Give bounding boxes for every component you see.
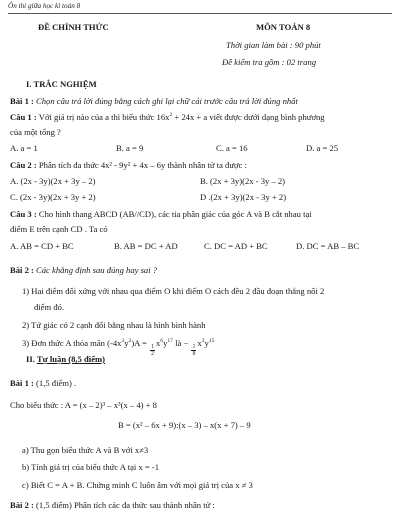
pages-note: Đề kiểm tra gồm : 02 trang [222,57,317,67]
s3-sup1: 3 [121,338,125,345]
subject-title: MÔN TOÁN 8 [256,22,311,32]
section-2-title [26,354,105,365]
s3-frac1-num: 1 [151,344,154,350]
cau1-option-b: B. a = 9 [116,143,144,153]
expr-a: Cho biểu thức : A = (x – 2)³ – x³(x – 4) + 8 [10,400,157,410]
cau1-option-c: C. a = 16 [216,143,248,153]
s3-frac1-den: 2 [151,351,154,357]
cau1-text-b: + 24x + a viết được dưới dạng bình phương [172,112,325,122]
cau1-option-d: D. a = 25 [306,143,339,153]
cau1-sup: 2 [169,112,173,119]
section-2-numeral: II. [26,354,37,364]
s3-part-e: y [163,338,168,348]
part2-bai2-text: (1,5 điểm) Phân tích các đa thức sau thành nhân tử : [36,500,215,510]
question-b: b) Tính giá trị của biểu thức A tại x = -1 [22,462,160,472]
s3-part-h: y [204,338,209,348]
cau2-option-a: A. (2x - 3y)(2x + 3y – 2) [10,176,96,186]
cau3-option-b: B. AB = DC + AD [114,241,178,251]
cau1-line [10,112,325,123]
bai1-line [10,96,298,107]
s3-fraction-2 [191,344,196,357]
s3-part-g: x [197,338,202,348]
s3-part-d: x [155,338,161,348]
s3-sup4: 17 [167,338,173,345]
bai2-label: Bài 2 : [10,265,34,275]
header-rule [8,13,392,14]
expr-b: B = (x² – 6x + 9):(x – 3) – x(x + 7) – 9 [118,420,251,430]
time-note: Thời gian làm bài : 90 phút [226,40,321,50]
bai2-instruction: Các khẳng định sau đúng hay sai ? [36,265,158,275]
cau2-line [10,160,247,171]
s3-part-a: 3) Đơn thức A thỏa mãn (-4x [22,338,122,348]
part2-bai2 [10,500,215,511]
statement-1-a: 1) Hai điểm đối xứng với nhau qua điểm O khi điểm O cách đều 2 đầu đoạn thẳng nối 2 [22,286,325,296]
cau3-option-a: A. AB = CD + BC [10,241,74,251]
cau3-text-a: Cho hình thang ABCD (AB//CD), các tia phân giác của góc A và B cắt nhau tại [38,209,312,219]
cau2-option-d: D .(2x + 3y)(2x - 3y + 2) [200,192,287,202]
section-1-title: I. TRẮC NGHIỆM [26,79,97,89]
section-2-heading: Tự luận (8,5 điểm) [36,354,106,364]
page-running-header: Ôn thi giữa học kì toán 8 [8,2,81,10]
bai2-line [10,265,157,276]
question-c: c) Biết C = A + B. Chứng minh C luôn âm với mọi giá trị của x ≠ 3 [22,480,253,490]
cau2-label: Câu 2 : [10,160,37,170]
s3-sup5: 3 [201,338,205,345]
cau3-option-c: C. DC = AD + BC [204,241,268,251]
bai1-label: Bài 1 : [10,96,34,106]
s3-frac2-num: 1 [192,344,196,350]
statement-2: 2) Tứ giác có 2 cạnh đối bằng nhau là hình bình hành [22,320,206,330]
part2-bai1-label: Bài 1 : [10,378,37,388]
cau3-option-d: D. DC = AB – BC [296,241,360,251]
question-a: a) Thu gọn biểu thức A và B với x≠3 [22,445,149,455]
s3-part-c: )A = [131,338,147,348]
official-label: ĐỀ CHÍNH THỨC [38,22,109,32]
cau3-label: Câu 3 : [10,209,37,219]
cau1-label: Câu 1 : [10,112,37,122]
cau2-option-b: B. (2x + 3y)(2x - 3y – 2) [200,176,286,186]
cau1-text-a: Với giá trị nào của a thì biểu thức 16x [38,112,170,122]
statement-1-b: điểm đó. [34,302,65,312]
s3-sup2: 2 [128,338,132,345]
bai1-instruction: Chọn câu trả lời đúng bằng cách ghi lại chữ cái trước câu trả lời đúng nhất [36,96,298,106]
cau2-option-c: C. (2x - 3y)(2x + 3y + 2) [10,192,96,202]
s3-part-b: y [124,338,129,348]
part2-bai1 [10,378,76,389]
s3-sup6: 15 [208,338,215,345]
part2-bai2-label: Bài 2 : [10,500,37,510]
cau1-option-a: A. a = 1 [10,143,38,153]
cau3-text-b: điểm E trên cạnh CD . Ta có [10,224,108,234]
part2-bai1-points: (1,5 điểm) . [36,378,77,388]
s3-part-f: là − [172,338,189,348]
cau1-text-c: của một tổng ? [10,127,61,137]
cau2-text: Phân tích đa thức 4x² - 9y² + 4x – 6y thành nhân tử ta được : [38,160,247,170]
s3-sup3: 6 [160,338,164,345]
cau3-line [10,209,312,220]
s3-fraction-1 [150,344,155,357]
s3-frac2-den: 8 [192,351,196,357]
